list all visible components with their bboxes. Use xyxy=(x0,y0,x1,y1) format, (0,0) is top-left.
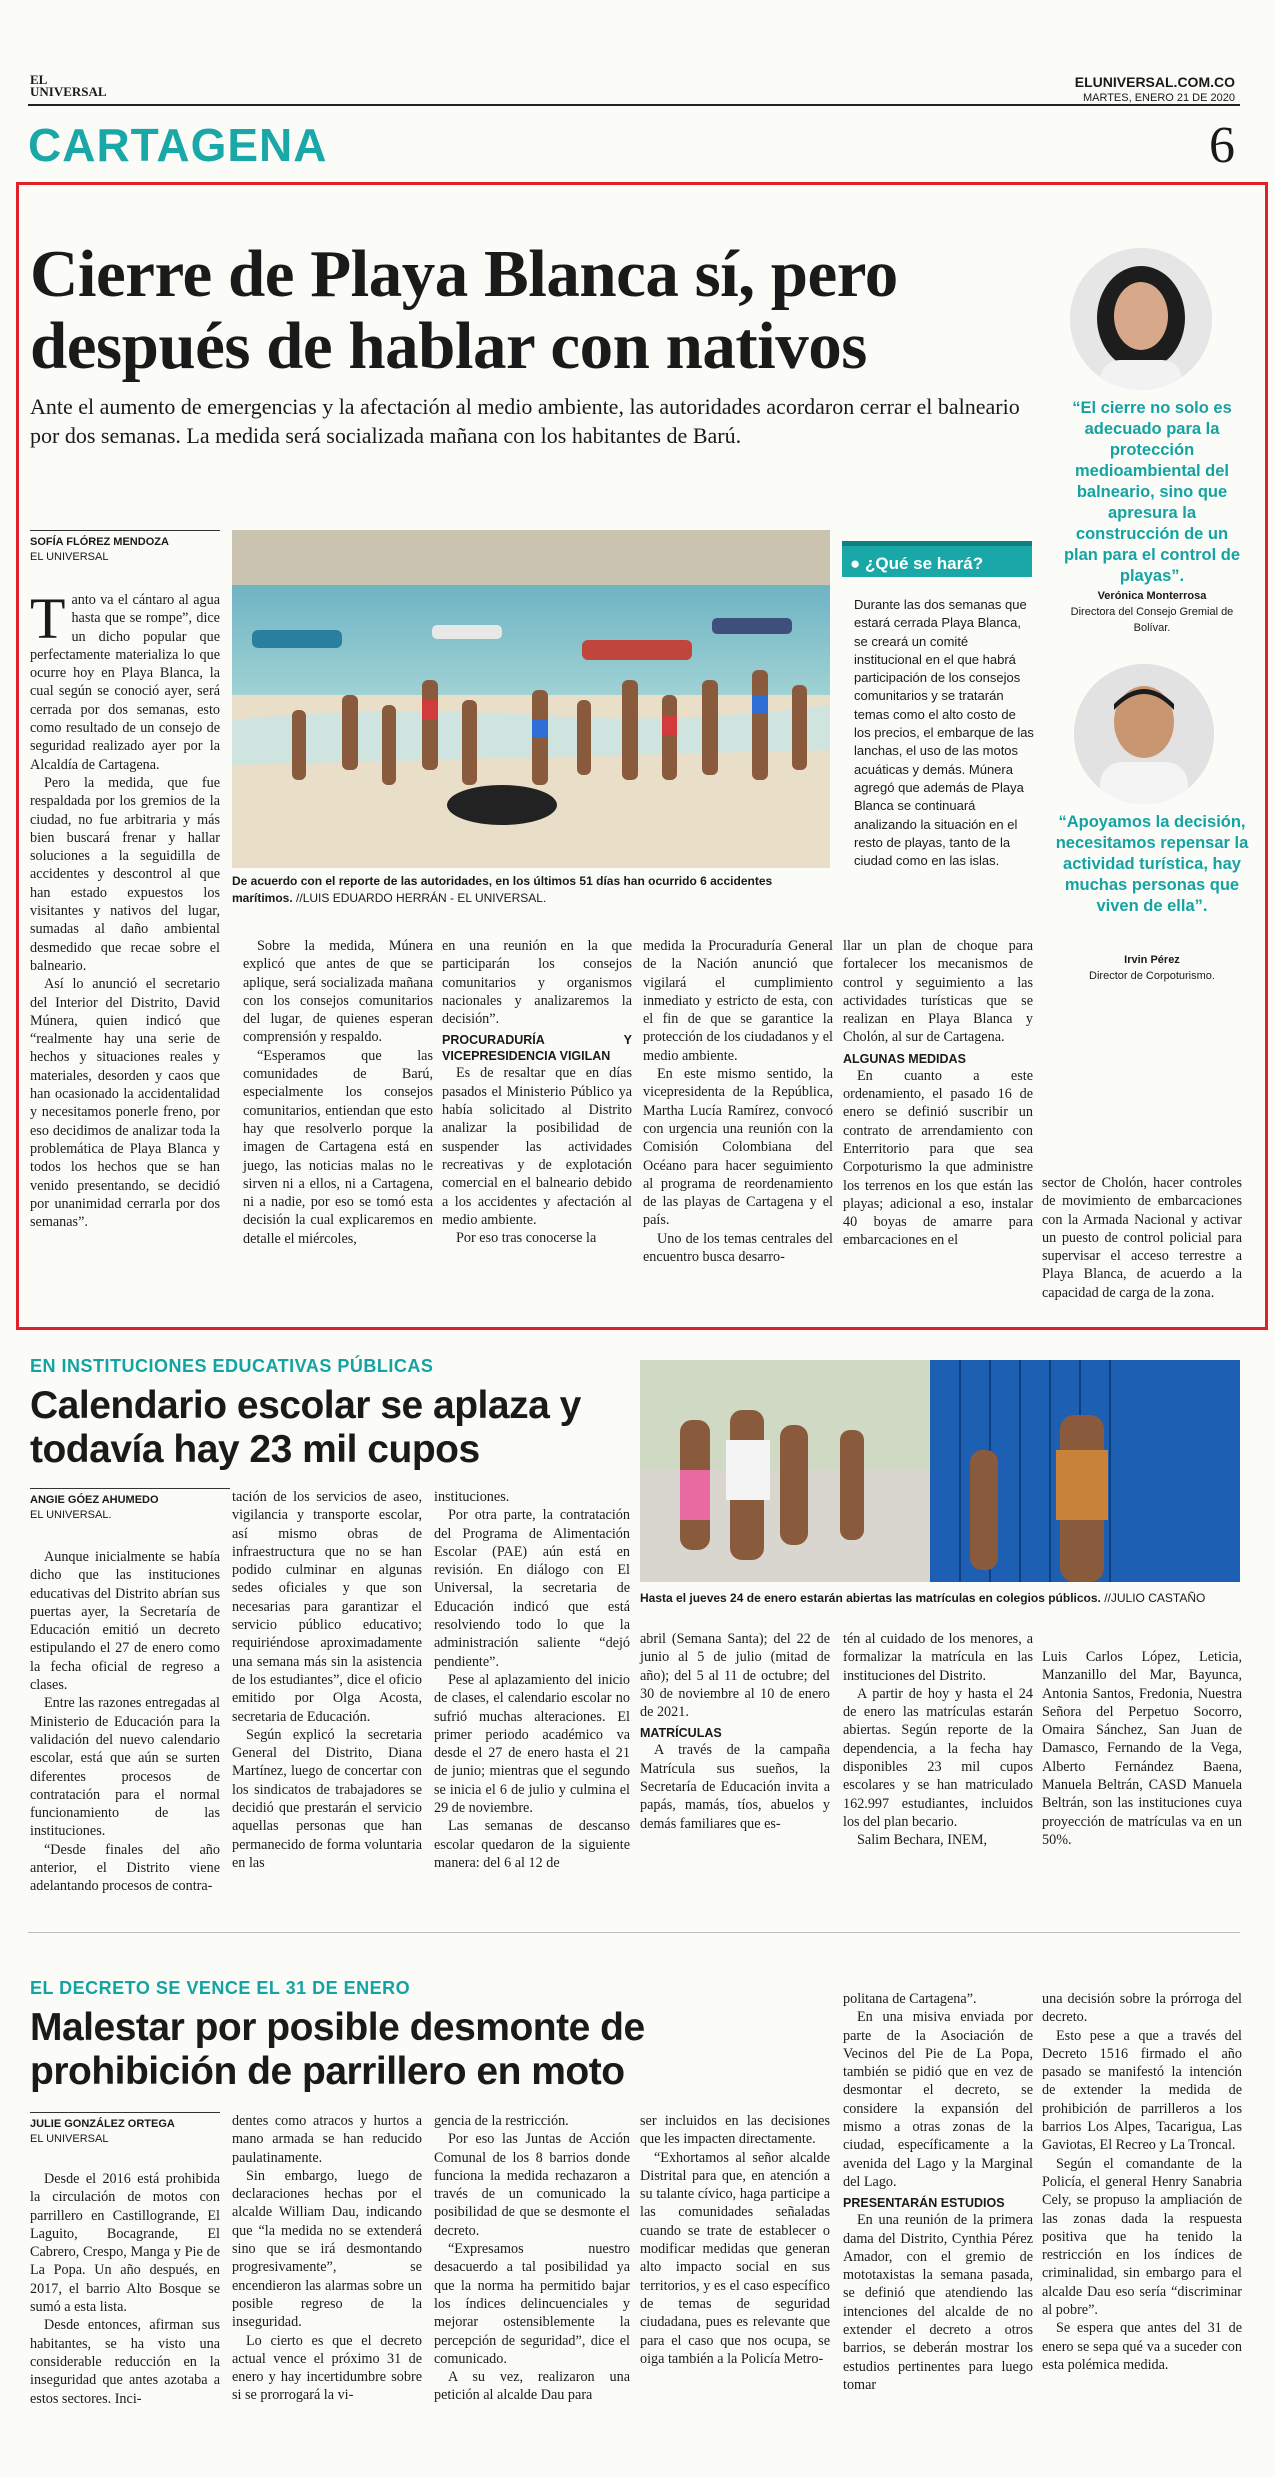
article1-column-5 xyxy=(843,937,1033,1250)
paragraph: Así lo anunció el secretario del Interior del Distrito, David Múnera, quien indicó que “realmente hay una serie de hechos y situaciones reales y materiales, desorden y caos que han ocasionado la accidentalidad y necesitamos ponerle freno, por eso decidimos de analizar toda la problemática de Playa Blanca y todos los hechos que se han venido presentando, se decidió por unanimidad cerrarla por dos semanas”. xyxy=(30,976,220,1231)
article2-headline: Calendario escolar se aplaza y todavía hay 23 mil cupos xyxy=(30,1384,581,1471)
caption-credit: //JULIO CASTAÑO xyxy=(1100,1591,1206,1605)
article3-byline xyxy=(30,2112,220,2147)
quote-2: “Apoyamos la decisión, necesitamos repensar la actividad turística, hay muchas personas que viven de ella”. xyxy=(1055,813,1249,915)
caption-credit: //LUIS EDUARDO HERRÁN - EL UNIVERSAL. xyxy=(292,891,547,905)
logo-line-2: UNIVERSAL xyxy=(30,84,107,99)
portrait-icon xyxy=(1074,664,1214,804)
article1-photo-caption xyxy=(232,873,830,907)
paragraph: “Desde finales del año anterior, el Distrito viene adelantando procesos de contra- xyxy=(30,1841,220,1895)
info-dot-icon: ● xyxy=(850,554,865,573)
article3-column-1 xyxy=(30,2170,220,2408)
sidebar-header xyxy=(842,541,1032,577)
paragraph: abril (Semana Santa); del 22 de junio al 5 de julio (mitad de año); del 5 al 11 de octubre; del 30 de noviembre al 10 de enero de 2021. xyxy=(640,1631,830,1721)
article3-kicker: EL DECRETO SE VENCE EL 31 DE ENERO xyxy=(30,1978,411,1998)
paragraph: llar un plan de choque para fortalecer los mecanismos de control y seguimiento a las actividades turísticas que se realizan en Playa Blanca y Cholón, al sur de Cartagena. xyxy=(843,938,1033,1046)
paragraph: sector de Cholón, hacer controles de movimiento de embarcaciones con la Armada Nacional y activar un puesto de control policial para supervisar el acceso terrestre a Playa Blanca, de acuerdo a la capacidad de carga de la zona. xyxy=(1042,1175,1242,1301)
paragraph xyxy=(30,586,220,774)
article2-byline xyxy=(30,1488,230,1523)
article1-column-3 xyxy=(442,937,632,1247)
article1-column-6 xyxy=(1042,1174,1242,1302)
beach-photo-illustration xyxy=(232,530,830,868)
caption-text: Hasta el jueves 24 de enero estarán abiertas las matrículas en colegios públicos. xyxy=(640,1591,1101,1605)
paragraph: Uno de los temas centrales del encuentro busca desarro- xyxy=(643,1230,833,1266)
quote-1-name: Verónica Monterrosa xyxy=(1097,590,1207,602)
logo-line-1: EL xyxy=(30,72,48,87)
sidebar-title: ¿Qué se hará? xyxy=(865,554,984,573)
avatar-veronica-monterrosa xyxy=(1070,248,1212,390)
article2-column-2 xyxy=(232,1488,422,1872)
paragraph: Sin embargo, luego de declaraciones hechas por el alcalde William Dau, indicando que “la medida no se extenderá sino que se irá desmontando progresivamente”, se encendieron las alarmas sobre un posible regreso de la inseguridad. xyxy=(232,2167,422,2331)
author: ANGIE GÓEZ AHUMEDO xyxy=(30,1494,159,1506)
article1-headline: Cierre de Playa Blanca sí, pero después de hablar con nativos xyxy=(30,237,898,383)
paragraph: ser incluidos en las decisiones que les impacten directamente. xyxy=(640,2113,830,2148)
paragraph: En una reunión de la primera dama del Distrito, Cynthia Pérez Amador, con el gremio de mototaxistas la semana pasada, se definió que atendiendo las intenciones del alcalde de no extender el decreto a otros barrios, se deberán mostrar los estudios pertinentes para luego tomar xyxy=(843,2212,1033,2393)
paragraph: politana de Cartagena”. xyxy=(843,1991,977,2007)
quote-2-name: Irvin Pérez xyxy=(1124,954,1180,966)
issue-date: MARTES, ENERO 21 DE 2020 xyxy=(1082,92,1235,104)
paragraph: dentes como atracos y hurtos a mano armada se han reducido paulatinamente. xyxy=(232,2113,422,2166)
quote-1: “El cierre no solo es adecuado para la protección medioambiental del balneario, sino que apresura la construcción de un plan para el control de playas”. xyxy=(1063,399,1241,585)
article2-kicker: EN INSTITUCIONES EDUCATIVAS PÚBLICAS xyxy=(30,1356,434,1376)
section-title: CARTAGENA xyxy=(28,119,328,171)
paragraph: Sobre la medida, Múnera explicó que antes de que se aplique, será socializada mañana con los consejos comunitarios del lugar, de quienes esperan comprensión y respaldo. xyxy=(243,938,433,1046)
outlet: EL UNIVERSAL. xyxy=(30,1509,112,1521)
outlet: EL UNIVERSAL xyxy=(30,2133,109,2145)
paragraph: Pese al aplazamiento del inicio de clases, el calendario escolar no sufrió muchas alteraciones. El primer periodo académico va desde el 27 de enero hasta el 21 de junio; mientras que el segundo se inicia el 6 de julio y culmina el 29 de noviembre. xyxy=(434,1671,630,1817)
author: SOFÍA FLÓREZ MENDOZA xyxy=(30,536,169,548)
paragraph: Esto pese a que a través del Decreto 1516 firmado el año pasado se manifestó la intención de extender la medida de prohibición de parrilleros a los barrios Los Alpes, Tacarigua, Las Gaviotas, El Recreo y La Troncal. xyxy=(1042,2027,1242,2154)
article2-column-1 xyxy=(30,1548,220,1896)
sidebar-text: Durante las dos semanas que estará cerrada Playa Blanca, se creará un comité institucional en el que habrá participación de los consejos comunitarios y se tratarán temas como el alto costo de los precios, el embarque de las lanchas, el uso de las motos acuáticas y demás. Múnera agregó que además de Playa Blanca se continuará analizando la situación en el resto de playas, tanto de la ciudad como en las islas. xyxy=(854,597,1034,869)
article3-column-4 xyxy=(640,2112,830,2368)
paragraph: Entre las razones entregadas al Ministerio de Educación para la validación del nuevo calendario escolar, está que aún se surten diferentes procesos de contratación para el normal funcionamiento de las instituciones. xyxy=(30,1695,220,1840)
school-enrollment-photo-illustration xyxy=(640,1360,1240,1582)
paragraph: Desde el 2016 está prohibida la circulación de motos con parrillero en Castillogrande, El Laguito, Bocagrande, El Cabrero, Crespo, Manga y Pie de La Popa. Un año después, en 2017, el barrio Alto Bosque se sumó a esta lista. xyxy=(30,2171,220,2316)
paragraph: Salim Bechara, INEM, xyxy=(857,1832,988,1849)
paragraph: En cuanto a este ordenamiento, el pasado 16 de enero se definió suscribir un contrato de arrendamiento con Enterritorio para que sea Corpoturismo la que administre los terrenos en los que están las playas; adicional a eso, instalar 40 boyas de amarre para embarcaciones en el xyxy=(843,1067,1033,1249)
paragraph: instituciones. xyxy=(434,1489,510,1505)
article3-headline: Malestar por posible desmonte de prohibición de parrillero en moto xyxy=(30,2006,645,2093)
paragraph: “Exhortamos al señor alcalde Distrital para que, en atención a su talante cívico, haga participe a las comunidades señaladas cuando se trate de establecer o modificar medidas que generan alto impacto social en sus territorios, y es el caso específico de temas de seguridad ciudadana, pues es relevante que para el caso que nos ocupa, se oiga también a la Policía Metro- xyxy=(640,2149,830,2367)
subhead: PRESENTARÁN ESTUDIOS xyxy=(843,2196,1005,2211)
article1-column-4 xyxy=(643,937,833,1266)
section-divider xyxy=(28,1932,1240,1933)
caption-text: De acuerdo con el reporte de las autoridades, en los últimos 51 días han ocurrido 6 accidentes marítimos. xyxy=(232,874,773,905)
paragraph: Es de resaltar que en días pasados el Ministerio Público ya había solicitado al Distrito analizar la posibilidad de suspender las actividades recreativas y de explotación comercial en el balneario debido a los accidentes y afectación al medio ambiente. xyxy=(442,1065,632,1228)
paragraph: Por eso las Juntas de Acción Comunal de los 8 barrios donde funciona la medida rechazaron a través de un comunicado la posibilidad de que se desmonte el decreto. xyxy=(434,2131,630,2239)
article2-column-4 xyxy=(640,1630,830,1833)
article3-column-5 xyxy=(843,1990,1033,2394)
paragraph: gencia de la restricción. xyxy=(434,2113,569,2129)
paragraph: tación de los servicios de aseo, vigilancia y transporte escolar, así mismo obras de infraestructura que no se han podido culminar en algunas sedes oficiales y que son necesarias para garantizar el servicio público educativo; requiriéndose aproximadamente una semana más sin la asistencia de los estudiantes”, dice el oficio emitido por Olga Acosta, secretaria de Educación. xyxy=(232,1489,422,1725)
article1-column-1 xyxy=(30,586,220,1231)
paragraph: medida la Procuraduría General de la Nación anunció que vigilará el cumplimiento inmediato y estricto de esta, con el fin de que se garantice la protección de los ciudadanos y el medio ambiente. xyxy=(643,938,833,1064)
quote-1-attribution xyxy=(1052,588,1252,636)
paragraph: En este mismo sentido, la vicepresidenta de la República, Martha Lucía Ramírez, convocó con urgencia una reunión con la Comisión Colombiana del Océano para hacer seguimiento al programa de reordenamiento de las playas de Cartagena y el país. xyxy=(643,1066,833,1229)
article2-photo-caption xyxy=(640,1590,1240,1607)
paragraph: Según el comandante de la Policía, el general Henry Sanabria Cely, se propuso la ampliación de las zonas dada la respuesta positiva que ha tenido la restricción en los índices de criminalidad, sin embargo para el alcalde Dau eso sería “discriminar al pobre”. xyxy=(1042,2155,1242,2319)
avatar-irvin-perez xyxy=(1074,664,1214,804)
article2-column-6 xyxy=(1042,1648,1242,1849)
paragraph: Se espera que antes del 31 de enero se sepa qué va a suceder con esta polémica medida. xyxy=(1042,2320,1242,2373)
paragraph: Luis Carlos López, Leticia, Manzanillo del Mar, Bayunca, Antonia Santos, Fredonia, Nuestra Señora del Perpetuo Socorro, Omaira Sánchez, San Juan de Damasco, Fernando de la Vega, Alberto Fernández Baena, Manuela Beltrán, CASD Manuela Beltrán, son las instituciones cuya proyección de matrículas va en un 50%. xyxy=(1042,1649,1242,1848)
paragraph: Por otra parte, la contratación del Programa de Alimentación Escolar (PAE) aún está en revisión. En diálogo con El Universal, la secretaria de Educación indicó que está resolviendo todo lo que la administración saliente “dejó pendiente”. xyxy=(434,1507,630,1670)
paragraph: tén al cuidado de los menores, a formalizar la matrícula en las instituciones del Distrito. xyxy=(843,1631,1033,1684)
paragraph: Pero la medida, que fue respaldada por los gremios de la ciudad, no fue arbitraria y más bien buscará frenar y hallar soluciones a la seguidilla de accidentes y descontrol al que han estado expuestos los visitantes y nativos del lugar, sumadas al daño ambiental desmedido que recae sobre el balneario. xyxy=(30,774,220,974)
article2-photo xyxy=(640,1360,1240,1582)
newspaper-logo xyxy=(30,74,107,98)
site-url: ELUNIVERSAL.COM.CO xyxy=(1074,74,1235,90)
quote-1-role: Directora del Consejo Gremial de Bolívar. xyxy=(1070,606,1234,634)
subhead: ALGUNAS MEDIDAS xyxy=(843,1051,966,1066)
article1-column-2 xyxy=(243,937,433,1248)
drop-cap: T xyxy=(30,586,66,651)
article1-photo xyxy=(232,530,830,868)
paragraph: En una misiva enviada por parte de la Asociación de Vecinos del Pie de La Popa, también se pidió que en vez de desmontar el decreto, se considere la expansión del mismo a otras zonas de la ciudad, específicamente a la avenida del Lago y la Marginal del Lago. xyxy=(843,2009,1033,2190)
paragraph: Según explicó la secretaria General del Distrito, Diana Martínez, luego de concertar con los sindicatos de trabajadores se decidió que prestarán el servicio aquellas personas que han permanecido de forma voluntaria en las xyxy=(232,1726,422,1871)
article3-column-6 xyxy=(1042,1990,1242,2374)
header-rule xyxy=(28,104,1240,106)
paragraph: Las semanas de descanso escolar quedaron de la siguiente manera: del 6 al 12 de xyxy=(434,1818,630,1871)
article1-deck: Ante el aumento de emergencias y la afectación al medio ambiente, las autoridades acordaron cerrar el balneario por dos semanas. La medida será socializada mañana con los habitantes de Barú. xyxy=(30,394,1020,448)
article2-column-3 xyxy=(434,1488,630,1872)
author: JULIE GONZÁLEZ ORTEGA xyxy=(30,2118,175,2130)
paragraph: en una reunión en la que participarán los consejos comunitarios y organismos nacionales y analizaremos la decisión”. xyxy=(442,938,632,1028)
article3-column-2 xyxy=(232,2112,422,2405)
site-header-right xyxy=(1075,74,1235,106)
paragraph-text: anto va el cántaro al agua hasta que se rompe”, dice un dicho popular que perfectamente materializa lo que ocurre hoy en Playa Blanca, la cual según se conoció ayer, será cerrada por dos semanas, esto como resultado de un consejo de seguridad realizado ayer por la Alcaldía de Cartagena. xyxy=(30,592,220,773)
subhead: MATRÍCULAS xyxy=(640,1726,722,1741)
quote-2-attribution xyxy=(1052,952,1252,984)
outlet: EL UNIVERSAL xyxy=(30,551,109,563)
paragraph: Lo cierto es que el decreto actual vence el próximo 31 de enero y hay incertidumbre sobre si se prorrogará la vi- xyxy=(232,2332,422,2404)
article3-column-3 xyxy=(434,2112,630,2405)
article2-column-5 xyxy=(843,1630,1033,1850)
paragraph: “Esperamos que las comunidades de Barú, especialmente los consejos comunitarios, entiendan que esto hay que resolverlo porque la imagen de Cartagena está en juego, las noticias malas no le sirven ni a ellos, ni a Cartagena, ni a nadie, por eso se tomó esta decisión la cual explicaremos en detalle el miércoles, xyxy=(243,1047,433,1247)
paragraph: una decisión sobre la prórroga del decreto. xyxy=(1042,1991,1242,2026)
article1-byline xyxy=(30,530,220,565)
paragraph: A partir de hoy y hasta el 24 de enero las matrículas estarán abiertas. Según reporte de la dependencia, a la fecha hay disponibles 23 mil cupos escolares y se han matriculado 162.997 estudiantes, incluidos los del plan becario. xyxy=(843,1685,1033,1830)
paragraph: Desde entonces, afirman sus habitantes, se ha visto una considerable reducción en la inseguridad que antes azotaba a estos sectores. Inci- xyxy=(30,2317,220,2407)
paragraph: A través de la campaña Matrícula sus sueños, la Secretaría de Educación invita a papás, mamás, tíos, abuelos y demás familiares que es- xyxy=(640,1742,830,1832)
quote-2-role: Director de Corpoturismo. xyxy=(1089,970,1215,982)
page-number: 6 xyxy=(1209,117,1235,174)
paragraph: “Expresamos nuestro desacuerdo a tal posibilidad ya que la norma ha permitido bajar los índices delincuenciales y mejorar ostensiblemente la percepción de seguridad”, dice el comunicado. xyxy=(434,2241,630,2367)
paragraph: Por eso tras conocerse la xyxy=(456,1230,597,1247)
paragraph: A su vez, realizaron una petición al alcalde Dau para xyxy=(434,2369,630,2404)
portrait-icon xyxy=(1070,248,1212,390)
subhead: PROCURADURÍA Y VICEPRESIDENCIA VIGILAN xyxy=(442,1033,632,1064)
paragraph: Aunque inicialmente se había dicho que las instituciones educativas del Distrito abrían sus puertas ayer, la Secretaría de Educación emitió un decreto estipulando el 27 de enero como la fecha oficial de regreso a clases. xyxy=(30,1549,220,1694)
